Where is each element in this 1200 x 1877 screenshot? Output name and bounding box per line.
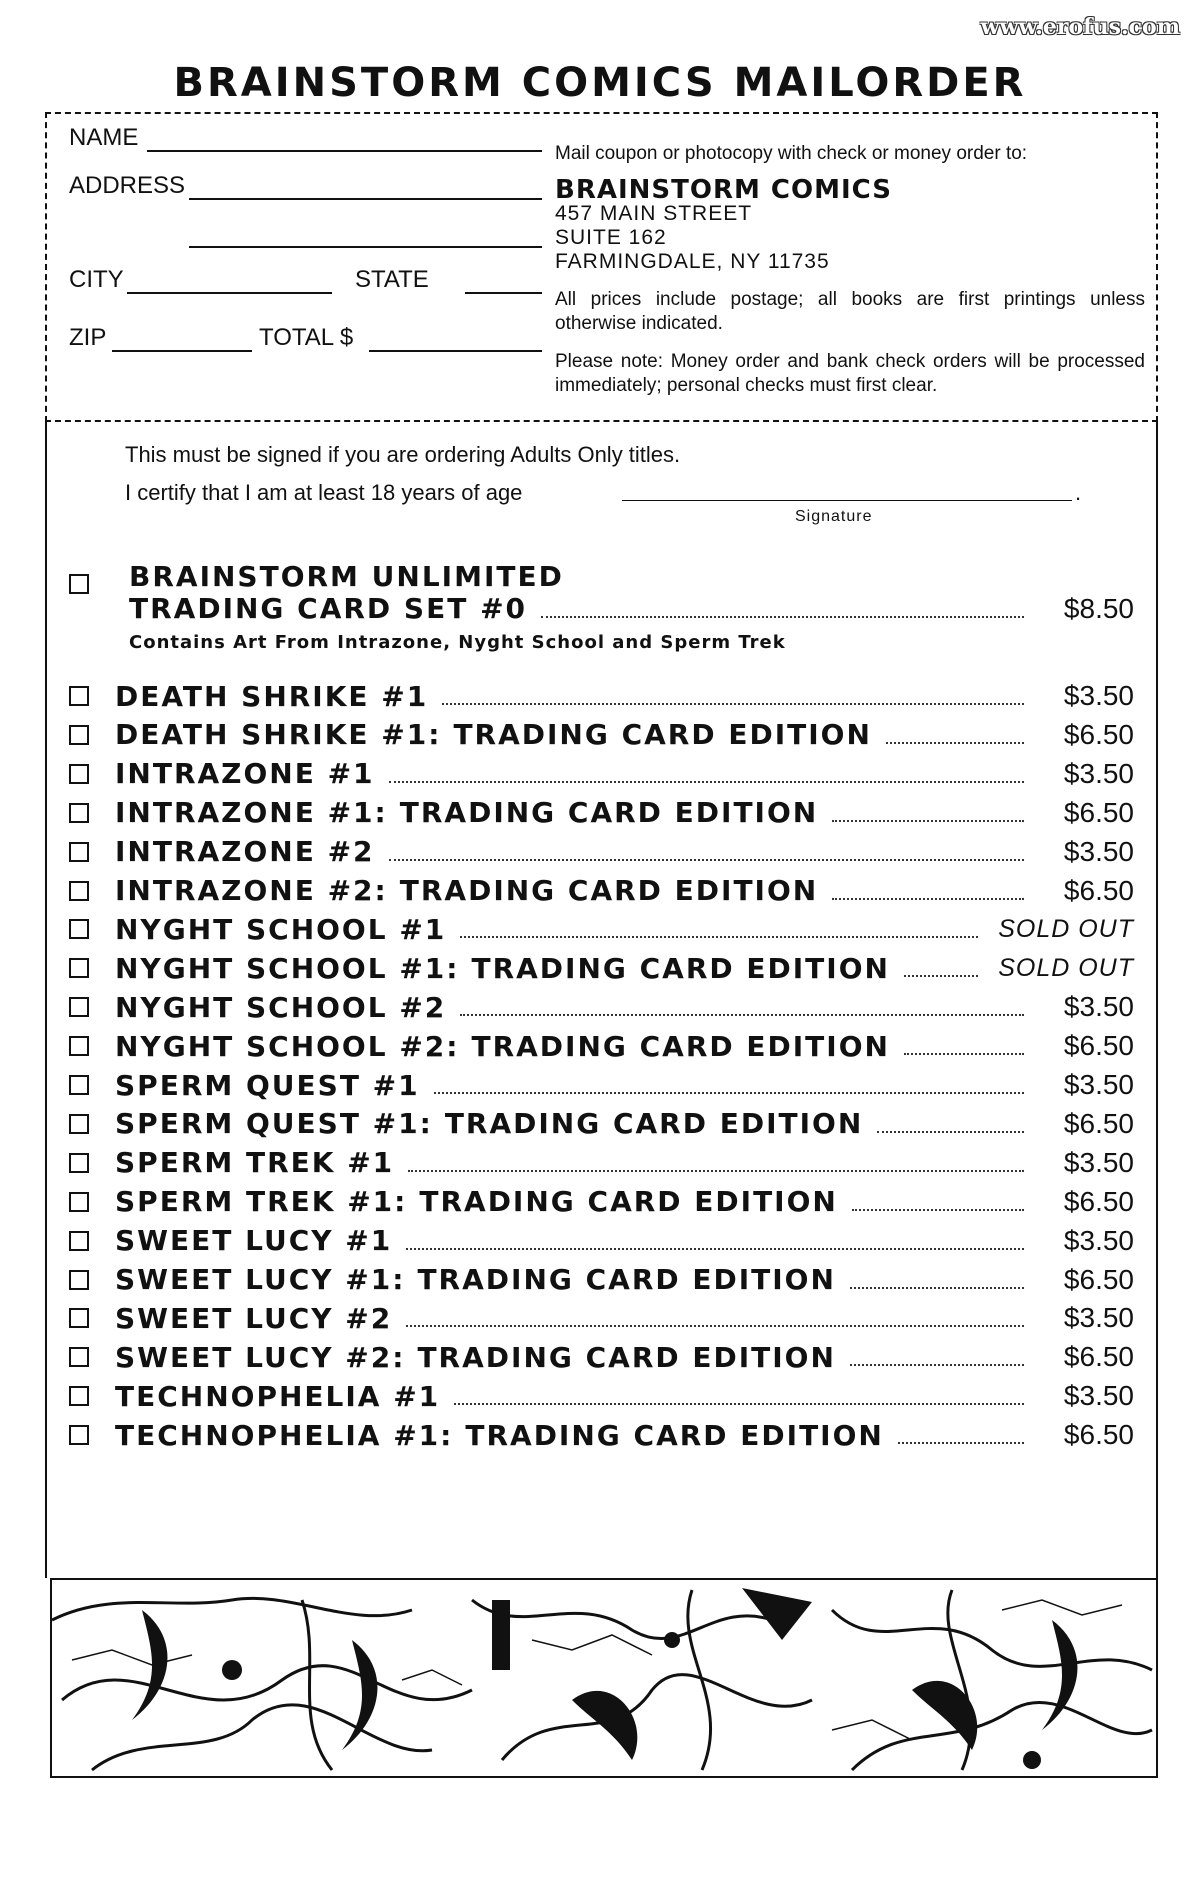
- page-title: BRAINSTORM COMICS MAILORDER: [173, 60, 1027, 106]
- item-price: $6.50: [1063, 1263, 1134, 1295]
- list-item: [69, 1182, 1134, 1222]
- city-label: CITY: [69, 266, 124, 293]
- item-edition: TRADING CARD EDITION: [399, 796, 819, 830]
- featured-price: $8.50: [1063, 592, 1134, 624]
- item-title: DEATH SHRIKE #1:: [115, 718, 442, 752]
- checkbox[interactable]: [69, 1231, 89, 1251]
- checkbox[interactable]: [69, 803, 89, 823]
- checkbox[interactable]: [69, 1036, 89, 1056]
- item-title: SWEET LUCY #1:: [115, 1263, 406, 1296]
- leader-dots: [406, 1248, 1024, 1250]
- leader-dots: [886, 742, 1024, 744]
- watermark: www.erofus.com: [980, 14, 1180, 40]
- list-item: [69, 1260, 1134, 1300]
- item-price: $6.50: [1063, 718, 1134, 750]
- checkbox[interactable]: [69, 1425, 89, 1445]
- leader-dots: [442, 703, 1024, 705]
- list-item: [69, 1026, 1134, 1066]
- order-coupon: [45, 112, 1158, 422]
- item-edition: TRADING CARD EDITION: [419, 1185, 838, 1219]
- item-title: SPERM QUEST #1:: [115, 1107, 433, 1141]
- item-title: SPERM TREK #1: [115, 1146, 395, 1180]
- leader-dots: [406, 1325, 1024, 1327]
- name-label: NAME: [69, 124, 139, 151]
- item-price: $6.50: [1063, 1419, 1134, 1451]
- checkbox[interactable]: [69, 1270, 89, 1290]
- total-label: TOTAL $: [259, 324, 354, 351]
- list-item: [69, 1065, 1134, 1105]
- featured-item: [69, 560, 1134, 660]
- address-label: ADDRESS: [69, 172, 186, 199]
- mail-intro: Mail coupon or photocopy with check or money order to:: [555, 143, 1028, 164]
- zip-field[interactable]: [112, 350, 252, 352]
- item-price: $6.50: [1063, 796, 1134, 828]
- leader-dots: [832, 820, 1024, 822]
- list-item: [69, 1376, 1134, 1416]
- order-list: [45, 420, 1158, 1578]
- item-edition: TRADING CARD EDITION: [471, 951, 890, 985]
- leader-dots: [460, 1014, 1024, 1016]
- item-edition: TRADING CARD EDITION: [471, 1029, 890, 1063]
- total-field[interactable]: [369, 350, 542, 352]
- state-label: STATE: [355, 266, 429, 293]
- item-price: $3.50: [1063, 991, 1134, 1023]
- item-title: NYGHT SCHOOL #2:: [115, 1029, 460, 1063]
- item-price: SOLD OUT: [998, 953, 1134, 982]
- comic-art-banner: [50, 1578, 1158, 1778]
- leader-dots: [904, 975, 978, 977]
- leader-dots: [850, 1364, 1024, 1366]
- leader-dots: [541, 616, 1024, 618]
- item-edition: TRADING CARD EDITION: [417, 1340, 836, 1374]
- item-title: NYGHT SCHOOL #1:: [115, 951, 460, 985]
- checkbox[interactable]: [69, 686, 89, 706]
- item-title: SWEET LUCY #2:: [115, 1340, 406, 1374]
- leader-dots: [389, 781, 1024, 783]
- item-title: SWEET LUCY #1: [115, 1224, 393, 1258]
- item-title: INTRAZONE #1:: [115, 796, 388, 830]
- list-item: [69, 909, 1134, 949]
- featured-title-line1: BRAINSTORM UNLIMITED: [129, 560, 564, 593]
- leader-dots: [898, 1442, 1024, 1444]
- payment-note: Please note: Money order and bank check orders will be processed immediately; personal checks must first clear.: [555, 351, 1145, 396]
- checkbox[interactable]: [69, 1075, 89, 1095]
- checkbox[interactable]: [69, 881, 89, 901]
- leader-dots: [434, 1092, 1024, 1094]
- leader-dots: [852, 1209, 1024, 1211]
- leader-dots: [454, 1403, 1024, 1405]
- leader-dots: [408, 1170, 1024, 1172]
- list-item: [69, 1415, 1134, 1455]
- checkbox[interactable]: [69, 1153, 89, 1173]
- address-field-line2[interactable]: [189, 246, 542, 248]
- checkbox[interactable]: [69, 997, 89, 1017]
- item-price: $3.50: [1063, 1380, 1134, 1412]
- company-name: BRAINSTORM COMICS: [555, 175, 892, 205]
- street-address: 457 MAIN STREET: [555, 202, 753, 225]
- featured-contents: Contains Art From Intrazone, Nyght School and Sperm Trek: [129, 632, 786, 653]
- item-title: DEATH SHRIKE #1: [115, 679, 429, 713]
- name-field[interactable]: [147, 150, 542, 152]
- item-title: INTRAZONE #1: [115, 757, 375, 791]
- checkbox[interactable]: [69, 1347, 89, 1367]
- checkbox[interactable]: [69, 574, 89, 594]
- item-title: INTRAZONE #2: [115, 835, 375, 869]
- list-item: [69, 832, 1134, 872]
- signature-field[interactable]: [622, 500, 1072, 501]
- leader-dots: [460, 936, 978, 938]
- list-item: [69, 1298, 1134, 1338]
- list-item: [69, 948, 1134, 988]
- checkbox[interactable]: [69, 1114, 89, 1134]
- address-field[interactable]: [189, 198, 542, 200]
- item-price: $6.50: [1063, 1185, 1134, 1217]
- item-edition: TRADING CARD EDITION: [465, 1418, 884, 1452]
- item-title: SPERM TREK #1:: [115, 1185, 408, 1219]
- item-price: $6.50: [1063, 874, 1134, 906]
- signature-label: Signature: [795, 508, 873, 525]
- checkbox[interactable]: [69, 1192, 89, 1212]
- item-title: INTRAZONE #2:: [115, 874, 388, 907]
- postage-note: All prices include postage; all books are first printings unless otherwise indicated.: [555, 289, 1145, 334]
- list-item: [69, 715, 1134, 755]
- leader-dots: [877, 1131, 1024, 1133]
- featured-title-line2: TRADING CARD SET #0: [129, 592, 528, 625]
- item-price: $6.50: [1063, 1030, 1134, 1062]
- list-item: [69, 871, 1134, 911]
- item-title: SWEET LUCY #2: [115, 1301, 393, 1335]
- item-price: $3.50: [1063, 1069, 1134, 1100]
- item-title: TECHNOPHELIA #1: [115, 1379, 441, 1413]
- checkbox[interactable]: [69, 842, 89, 862]
- checkbox[interactable]: [69, 1308, 89, 1328]
- item-title: NYGHT SCHOOL #2: [115, 990, 447, 1024]
- checkbox[interactable]: [69, 958, 89, 978]
- item-edition: TRADING CARD EDITION: [417, 1263, 836, 1296]
- list-item: [69, 1337, 1134, 1377]
- item-price: $6.50: [1063, 1341, 1134, 1373]
- item-edition: TRADING CARD EDITION: [453, 718, 872, 752]
- city-field[interactable]: [127, 292, 332, 294]
- list-item: [69, 676, 1134, 716]
- item-price: $3.50: [1063, 1146, 1134, 1178]
- item-edition: TRADING CARD EDITION: [399, 874, 819, 907]
- checkbox[interactable]: [69, 919, 89, 939]
- mail-instructions: [555, 142, 1145, 398]
- checkbox[interactable]: [69, 725, 89, 745]
- signature-period: .: [1075, 480, 1082, 505]
- item-title: NYGHT SCHOOL #1: [115, 912, 447, 946]
- comic-art-illustration: [52, 1580, 1158, 1778]
- certify-text: I certify that I am at least 18 years of age: [125, 480, 523, 505]
- item-price: $3.50: [1063, 680, 1134, 711]
- item-title: TECHNOPHELIA #1:: [115, 1418, 454, 1452]
- adults-note: This must be signed if you are ordering Adults Only titles.: [125, 442, 681, 467]
- leader-dots: [832, 898, 1024, 900]
- checkbox[interactable]: [69, 764, 89, 784]
- list-item: [69, 1104, 1134, 1144]
- zip-label: ZIP: [69, 324, 107, 351]
- checkbox[interactable]: [69, 1386, 89, 1406]
- list-item: [69, 793, 1134, 833]
- state-field[interactable]: [465, 292, 542, 294]
- leader-dots: [904, 1053, 1024, 1055]
- city-state-zip: FARMINGDALE, NY 11735: [555, 250, 830, 273]
- leader-dots: [389, 859, 1024, 861]
- item-price: $3.50: [1063, 1302, 1134, 1334]
- item-title: SPERM QUEST #1: [115, 1068, 420, 1102]
- list-item: [69, 987, 1134, 1027]
- item-price: $3.50: [1063, 835, 1134, 867]
- item-edition: TRADING CARD EDITION: [444, 1107, 864, 1141]
- item-price: $6.50: [1063, 1107, 1134, 1139]
- list-item: [69, 754, 1134, 794]
- item-price: $3.50: [1063, 1224, 1134, 1256]
- suite: SUITE 162: [555, 226, 667, 249]
- leader-dots: [850, 1287, 1024, 1289]
- list-item: [69, 1143, 1134, 1183]
- item-price: $3.50: [1063, 757, 1134, 789]
- item-price: SOLD OUT: [998, 914, 1134, 943]
- list-item: [69, 1221, 1134, 1261]
